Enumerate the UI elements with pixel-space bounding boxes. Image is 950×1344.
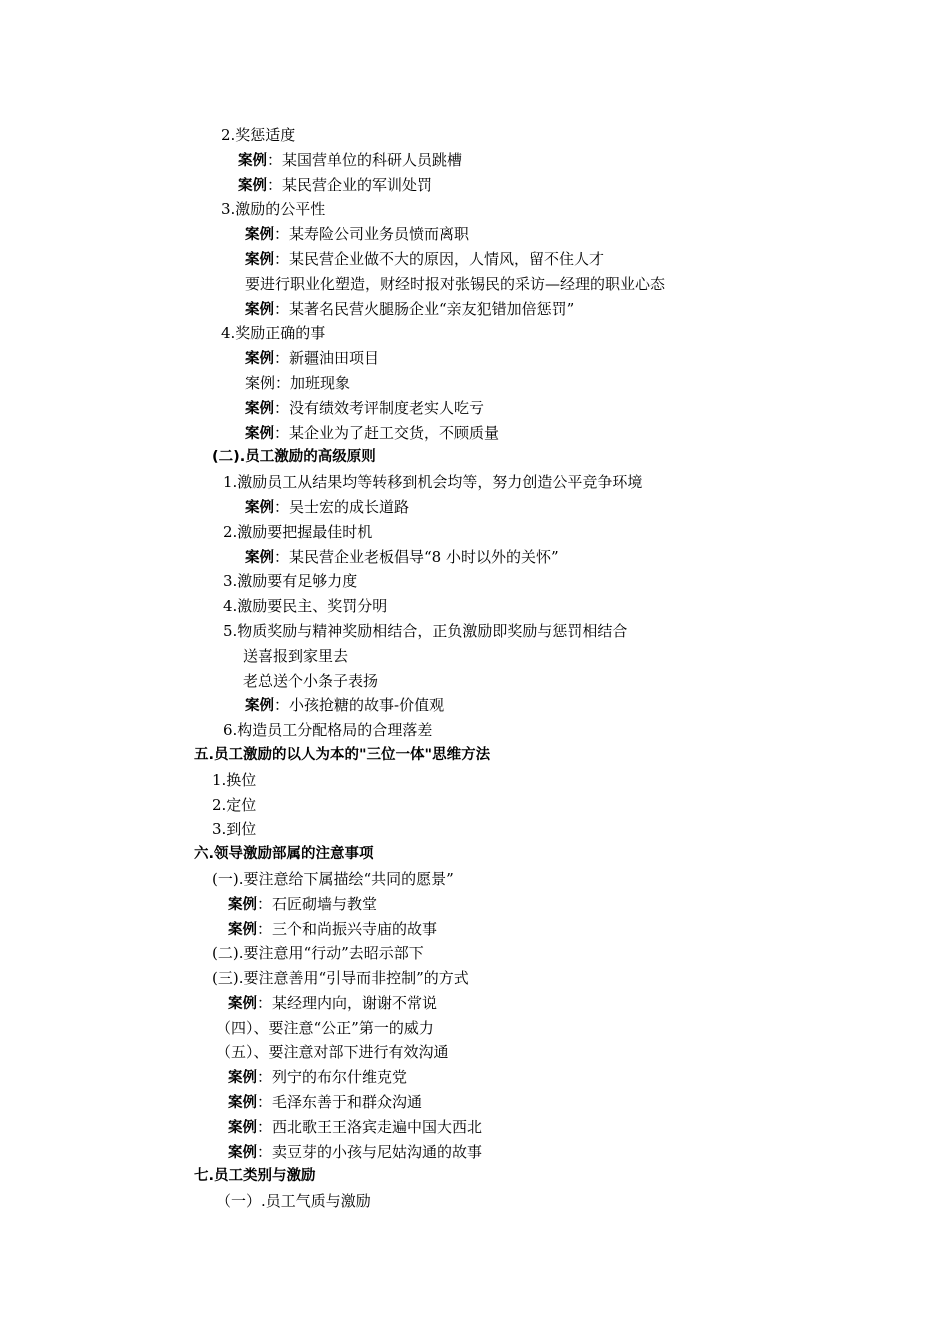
- outline-item: (三).要注意善用“引导而非控制”的方式: [212, 969, 469, 988]
- outline-item: 3.激励的公平性: [221, 200, 326, 219]
- outline-item: 2.奖惩适度: [221, 126, 296, 144]
- body-line: 老总送个小条子表扬: [243, 671, 379, 690]
- body-line: 送喜报到家里去: [243, 646, 349, 665]
- document-page: [0, 123, 950, 1214]
- case-line: 案例：某国营单位的科研人员跳槽: [238, 150, 463, 169]
- outline-item: （四）、要注意“公正”第一的威力: [216, 1018, 434, 1037]
- outline-item: 5.物质奖励与精神奖励相结合，正负激励即奖励与惩罚相结合: [223, 621, 628, 640]
- case-line: 案例：小孩抢糖的故事-价值观: [245, 696, 445, 715]
- body-line: 要进行职业化塑造，财经时报对张锡民的采访—经理的职业心态: [245, 274, 666, 293]
- case-line: 案例：某民营企业做不大的原因，人情风，留不住人才: [245, 249, 605, 268]
- chapter-heading: 七.员工类别与激励: [194, 1168, 316, 1185]
- chapter-heading: 五.员工激励的以人为本的"三位一体"思维方法: [194, 746, 491, 763]
- case-line: 案例：没有绩效考评制度老实人吃亏: [245, 398, 485, 417]
- outline-item: 6.构造员工分配格局的合理落差: [223, 721, 433, 740]
- outline-item: 1.激励员工从结果均等转移到机会均等，努力创造公平竞争环境: [223, 473, 643, 492]
- case-line: 案例：西北歌王王洛宾走遍中国大西北: [228, 1117, 483, 1136]
- case-line: 案例：某民营企业的军训处罚: [238, 175, 433, 194]
- case-line: 案例：某民营企业老板倡导“8 小时以外的关怀”: [245, 547, 559, 566]
- case-line: 案例：石匠砌墙与教堂: [228, 894, 378, 913]
- case-line: 案例：毛泽东善于和群众沟通: [228, 1093, 423, 1112]
- case-line: 案例：吴士宏的成长道路: [245, 497, 410, 516]
- case-line: 案例：三个和尚振兴寺庙的故事: [228, 919, 438, 938]
- outline-item: 4.激励要民主、奖罚分明: [223, 597, 388, 616]
- outline-item: 3.到位: [212, 820, 257, 839]
- outline-item: 2.激励要把握最佳时机: [223, 522, 373, 541]
- outline-item: （一）.员工气质与激励: [216, 1192, 371, 1211]
- outline-item: 3.激励要有足够力度: [223, 572, 358, 591]
- chapter-heading: 六.领导激励部属的注意事项: [194, 846, 374, 863]
- outline-item: (二).要注意用“行动”去昭示部下: [212, 944, 424, 963]
- outline-item: (一).要注意给下属描绘“共同的愿景”: [212, 869, 454, 888]
- outline-item: 2.定位: [212, 795, 257, 814]
- outline-item: 1.换位: [212, 770, 257, 789]
- case-line: 案例：某寿险公司业务员愤而离职: [245, 225, 470, 244]
- case-line: 案例：某企业为了赶工交货，不顾质量: [245, 423, 500, 442]
- outline-item: 4.奖励正确的事: [221, 324, 326, 343]
- body-line: 案例：加班现象: [245, 373, 351, 392]
- case-line: 案例：卖豆芽的小孩与尼姑沟通的故事: [228, 1142, 483, 1161]
- outline-item: （五）、要注意对部下进行有效沟通: [216, 1043, 449, 1062]
- case-line: 案例：某著名民营火腿肠企业“亲友犯错加倍惩罚”: [245, 299, 575, 318]
- case-line: 案例：某经理内向，谢谢不常说: [228, 993, 438, 1012]
- case-line: 案例：新疆油田项目: [245, 349, 380, 368]
- case-line: 案例：列宁的布尔什维克党: [228, 1068, 408, 1087]
- section-heading: (二).员工激励的高级原则: [212, 449, 376, 466]
